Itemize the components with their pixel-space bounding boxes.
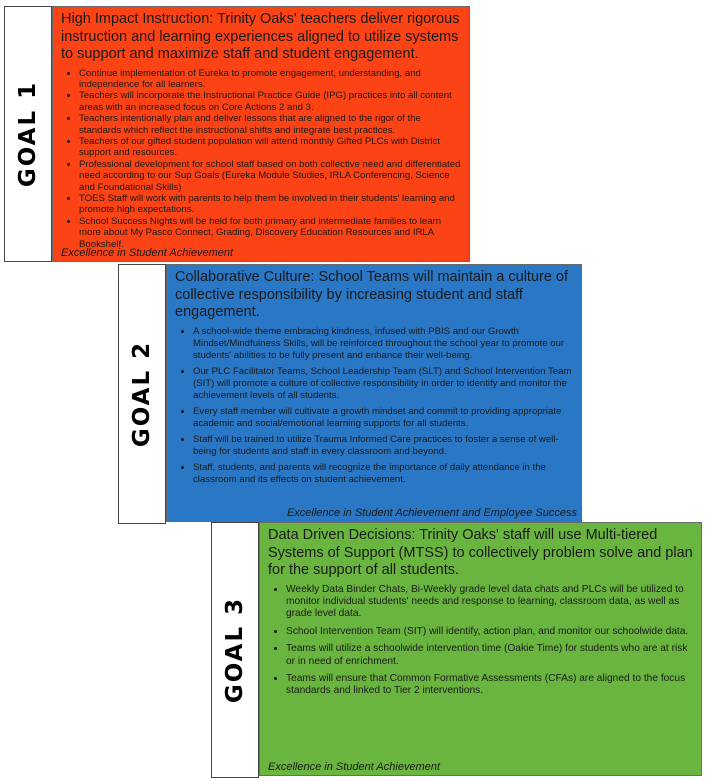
goal-3-bullet-list <box>268 584 693 698</box>
list-item: • TOES Staff will work with parents to help them be involved in their students' learning and promote high expectations. <box>79 193 461 216</box>
list-item: • Teachers of our gifted student population will attend monthly Gifted PLCs with District support and resources. <box>79 136 461 159</box>
goal-3-panel <box>259 522 702 776</box>
list-item: • Staff will be trained to utilize Trauma Informed Care practices to foster a sense of well-being for students and staff in every classroom and beyond. <box>193 434 573 458</box>
list-item: • Teachers intentionally plan and deliver lessons that are aligned to the rigor of the standards which reflect the instructional shifts and integrate best practices. <box>79 113 461 136</box>
list-item: • Teams will ensure that Common Formative Assessments (CFAs) are aligned to the focus standards and linked to Tier 2 interventions. <box>286 673 693 698</box>
list-item: • Continue implementation of Eureka to promote engagement, understanding, and independence for all learners. <box>79 68 461 91</box>
goal-3-label: GOAL 3 <box>222 596 248 704</box>
list-item: • Staff, students, and parents will recognize the importance of daily attendance in the classroom and its effects on student achievement. <box>193 462 573 486</box>
goal-1-label-box <box>4 6 52 262</box>
goal-2-bullet-list <box>175 326 573 486</box>
list-item: • A school-wide theme embracing kindness, infused with PBIS and our Growth Mindset/Mindfulness Skills, will be reinforced throughout the school year to promote our students' abilities to be fully present and enhance their well-being. <box>193 326 573 362</box>
goal-3-footer: Excellence in Student Achievement <box>268 761 441 773</box>
goal-2-label: GOAL 2 <box>129 340 155 448</box>
goal-1-label: GOAL 1 <box>15 80 41 188</box>
goal-2-heading: Collaborative Culture: School Teams will maintain a culture of collective responsibility by increasing student and staff engagement. <box>175 269 569 320</box>
list-item: • School Success Nights will be held for both primary and intermediate families to learn more about My Pasco Connect, Grading, Discovery Education Resources and IRLA Bookshelf. <box>79 216 461 250</box>
goal-1-heading: High Impact Instruction: Trinity Oaks' teachers deliver rigorous instruction and learning experiences aligned to utilize systems to support and maximize staff and student engagement. <box>61 11 460 62</box>
list-item: • Weekly Data Binder Chats, Bi-Weekly grade level data chats and PLCs will be utilized to monitor individual students' needs and response to learning, classroom data, as well as grade level data. <box>286 584 693 621</box>
goal-2-panel <box>166 264 582 522</box>
list-item: • Every staff member will cultivate a growth mindset and commit to providing appropriate academic and social/emotional learning supports for all students. <box>193 406 573 430</box>
goal-3-label-box <box>211 522 259 778</box>
list-item: • Our PLC Facilitator Teams, School Leadership Team (SLT) and School Intervention Team (SIT) will promote a culture of collective responsibility in order to identify and monitor the achievement levels of all students. <box>193 366 573 402</box>
list-item: • Teachers will incorporate the Instructional Practice Guide (IPG) practices into all content areas with an increased focus on Core Actions 2 and 3. <box>79 90 461 113</box>
goal-1-footer: Excellence in Student Achievement <box>61 247 234 259</box>
goal-1-panel <box>52 6 470 262</box>
goal-2-label-box <box>118 264 166 524</box>
list-item: • School Intervention Team (SIT) will identify, action plan, and monitor our schoolwide data. <box>286 626 693 638</box>
list-item: • Teams will utilize a schoolwide intervention time (Oakie Time) for students who are at risk or in need of enrichment. <box>286 643 693 668</box>
goal-3-heading: Data Driven Decisions: Trinity Oaks' staff will use Multi-tiered Systems of Support (MTSS) to collectively problem solve and plan for the support of all students. <box>268 527 693 578</box>
goal-1-bullet-list <box>61 68 461 251</box>
goal-2-footer: Excellence in Student Achievement and Employee Success <box>286 507 577 519</box>
list-item: • Professional development for school staff based on both collective need and differentiated need according to our Sup Goals (Eureka Module Studies, IRLA Conferencing, Science and Foundational Skills) <box>79 159 461 193</box>
